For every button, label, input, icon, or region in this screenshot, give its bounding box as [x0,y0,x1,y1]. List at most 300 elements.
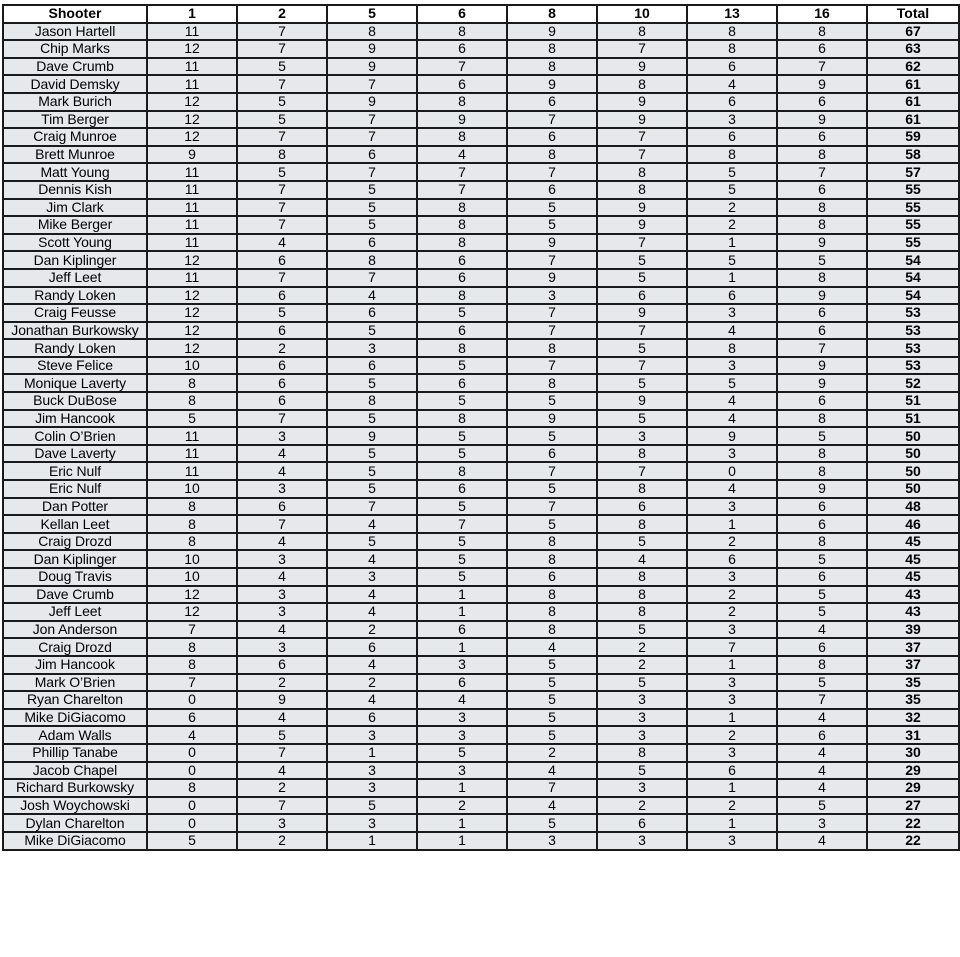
score-cell: 3 [507,832,597,850]
shooter-name-cell: Jason Hartell [3,23,147,41]
score-cell: 5 [237,58,327,76]
score-cell: 1 [327,832,417,850]
score-cell: 8 [147,392,237,410]
shooter-name-cell: Richard Burkowsky [3,779,147,797]
score-cell: 1 [687,515,777,533]
score-cell: 1 [417,603,507,621]
score-cell: 8 [417,287,507,305]
total-cell: 61 [867,75,959,93]
shooter-name-cell: Craig Munroe [3,128,147,146]
score-cell: 8 [777,410,867,428]
score-cell: 5 [147,410,237,428]
score-cell: 8 [147,498,237,516]
score-cell: 8 [597,515,687,533]
total-cell: 53 [867,322,959,340]
score-cell: 12 [147,339,237,357]
score-cell: 2 [687,199,777,217]
table-row [3,568,959,586]
shooter-name-cell: Mark Burich [3,93,147,111]
score-cell: 11 [147,75,237,93]
score-cell: 3 [327,779,417,797]
score-cell: 5 [327,445,417,463]
score-cell: 6 [777,181,867,199]
table-row [3,515,959,533]
score-cell: 7 [507,357,597,375]
score-cell: 5 [507,814,597,832]
score-cell: 7 [327,498,417,516]
score-cell: 6 [777,93,867,111]
score-cell: 8 [597,480,687,498]
score-cell: 12 [147,251,237,269]
score-cell: 6 [507,128,597,146]
score-cell: 8 [597,75,687,93]
shooter-name-cell: Kellan Leet [3,515,147,533]
score-cell: 6 [777,726,867,744]
total-cell: 31 [867,726,959,744]
score-cell: 4 [507,762,597,780]
score-cell: 7 [597,128,687,146]
score-cell: 6 [237,251,327,269]
score-cell: 7 [147,674,237,692]
table-row [3,374,959,392]
score-cell: 3 [687,744,777,762]
shooter-name-cell: Dave Crumb [3,58,147,76]
score-cell: 3 [237,603,327,621]
score-cell: 7 [777,163,867,181]
score-cell: 3 [687,111,777,129]
score-cell: 0 [147,691,237,709]
score-cell: 6 [417,621,507,639]
score-cell: 6 [327,357,417,375]
total-cell: 30 [867,744,959,762]
score-cell: 8 [507,533,597,551]
score-cell: 4 [687,75,777,93]
shooter-name-cell: Eric Nulf [3,480,147,498]
score-cell: 11 [147,234,237,252]
score-cell: 9 [507,269,597,287]
score-cell: 5 [597,674,687,692]
shooter-name-cell: Adam Walls [3,726,147,744]
score-cell: 4 [687,322,777,340]
score-cell: 9 [237,691,327,709]
table-row [3,357,959,375]
score-cell: 7 [237,269,327,287]
score-cell: 7 [327,269,417,287]
score-cell: 11 [147,445,237,463]
shooter-name-cell: Dylan Charelton [3,814,147,832]
score-cell: 12 [147,586,237,604]
score-cell: 4 [507,638,597,656]
shooter-name-cell: Dave Laverty [3,445,147,463]
score-cell: 7 [687,638,777,656]
total-cell: 53 [867,304,959,322]
score-cell: 8 [237,146,327,164]
score-cell: 7 [777,339,867,357]
total-cell: 54 [867,251,959,269]
shooter-name-cell: Josh Woychowski [3,797,147,815]
table-row [3,762,959,780]
score-cell: 8 [507,550,597,568]
shooter-name-cell: Craig Feusse [3,304,147,322]
score-cell: 1 [687,779,777,797]
score-cell: 3 [237,480,327,498]
score-cell: 12 [147,304,237,322]
table-row [3,234,959,252]
score-cell: 8 [147,515,237,533]
score-cell: 7 [327,75,417,93]
score-cell: 7 [597,146,687,164]
score-cell: 6 [777,638,867,656]
score-cell: 5 [507,427,597,445]
table-row [3,304,959,322]
score-cell: 3 [597,779,687,797]
score-cell: 8 [597,445,687,463]
score-cell: 3 [327,726,417,744]
total-cell: 50 [867,445,959,463]
score-cell: 1 [687,656,777,674]
shooter-name-cell: Eric Nulf [3,462,147,480]
score-cell: 2 [687,603,777,621]
shooter-name-cell: Jonathan Burkowsky [3,322,147,340]
shooter-name-cell: Jim Hancook [3,656,147,674]
score-cell: 3 [417,762,507,780]
score-cell: 11 [147,181,237,199]
score-cell: 7 [417,515,507,533]
score-cell: 7 [507,304,597,322]
score-cell: 8 [417,128,507,146]
shooter-name-cell: Jeff Leet [3,603,147,621]
score-cell: 8 [507,58,597,76]
shooter-name-cell: Mike DiGiacomo [3,709,147,727]
table-row [3,339,959,357]
score-cell: 5 [597,762,687,780]
shooter-name-cell: Jacob Chapel [3,762,147,780]
score-cell: 6 [327,638,417,656]
score-cell: 9 [777,75,867,93]
score-cell: 5 [507,726,597,744]
score-cell: 3 [237,550,327,568]
score-cell: 12 [147,40,237,58]
score-cell: 1 [417,779,507,797]
total-cell: 51 [867,410,959,428]
score-cell: 7 [237,128,327,146]
score-cell: 4 [237,621,327,639]
score-cell: 7 [237,515,327,533]
shooter-name-cell: Craig Drozd [3,638,147,656]
score-cell: 3 [777,814,867,832]
score-cell: 4 [327,691,417,709]
score-cell: 4 [147,726,237,744]
score-cell: 8 [687,40,777,58]
score-cell: 8 [417,93,507,111]
shooter-name-cell: Phillip Tanabe [3,744,147,762]
total-cell: 57 [867,163,959,181]
column-header-station: 13 [687,5,777,23]
shooter-name-cell: Colin O’Brien [3,427,147,445]
score-cell: 2 [687,726,777,744]
column-header-station: 6 [417,5,507,23]
total-cell: 22 [867,814,959,832]
score-cell: 5 [507,216,597,234]
score-cell: 6 [777,128,867,146]
table-row [3,427,959,445]
score-cell: 9 [417,111,507,129]
score-cell: 7 [237,181,327,199]
score-cell: 9 [777,111,867,129]
score-cell: 5 [777,586,867,604]
score-cell: 9 [687,427,777,445]
score-cell: 3 [237,638,327,656]
score-cell: 8 [147,374,237,392]
score-cell: 11 [147,58,237,76]
shooter-name-cell: Matt Young [3,163,147,181]
score-cell: 4 [687,480,777,498]
score-cell: 3 [417,726,507,744]
score-cell: 8 [507,146,597,164]
total-cell: 29 [867,762,959,780]
table-row [3,181,959,199]
score-cell: 8 [417,234,507,252]
score-cell: 8 [687,339,777,357]
total-cell: 55 [867,234,959,252]
score-cell: 6 [777,568,867,586]
score-cell: 5 [507,709,597,727]
score-cell: 7 [507,462,597,480]
total-cell: 55 [867,199,959,217]
score-cell: 3 [687,445,777,463]
score-cell: 4 [327,586,417,604]
score-cell: 2 [237,674,327,692]
shooter-name-cell: Chip Marks [3,40,147,58]
shooter-name-cell: Dan Kiplinger [3,251,147,269]
score-cell: 8 [777,462,867,480]
score-cell: 7 [597,357,687,375]
column-header-total: Total [867,5,959,23]
score-cell: 5 [237,304,327,322]
score-cell: 1 [417,832,507,850]
score-cell: 9 [777,287,867,305]
score-cell: 6 [237,392,327,410]
score-cell: 8 [147,656,237,674]
score-cell: 6 [777,515,867,533]
score-cell: 9 [777,234,867,252]
score-cell: 1 [327,744,417,762]
score-cell: 8 [417,462,507,480]
table-row [3,163,959,181]
score-cell: 5 [507,691,597,709]
score-cell: 5 [507,199,597,217]
total-cell: 32 [867,709,959,727]
score-cell: 7 [147,621,237,639]
score-cell: 8 [777,146,867,164]
score-cell: 6 [237,357,327,375]
score-cell: 7 [507,251,597,269]
score-cell: 7 [237,797,327,815]
score-cell: 5 [777,674,867,692]
score-cell: 5 [687,163,777,181]
total-cell: 53 [867,339,959,357]
total-cell: 37 [867,656,959,674]
shooter-name-cell: David Demsky [3,75,147,93]
total-cell: 22 [867,832,959,850]
score-cell: 2 [597,638,687,656]
score-cell: 8 [417,199,507,217]
score-cell: 9 [327,93,417,111]
score-cell: 5 [327,462,417,480]
score-cell: 4 [327,550,417,568]
score-cell: 5 [507,515,597,533]
score-cell: 6 [417,251,507,269]
score-cell: 2 [237,832,327,850]
score-cell: 9 [597,93,687,111]
score-cell: 4 [777,779,867,797]
score-cell: 6 [417,269,507,287]
table-row [3,744,959,762]
score-cell: 1 [687,269,777,287]
score-cell: 3 [687,357,777,375]
score-cell: 3 [417,656,507,674]
column-header-station: 2 [237,5,327,23]
table-row [3,674,959,692]
score-cell: 5 [417,568,507,586]
table-row [3,58,959,76]
shooter-name-cell: Randy Loken [3,339,147,357]
table-row [3,199,959,217]
score-cell: 6 [417,674,507,692]
shooter-name-cell: Jim Hancook [3,410,147,428]
column-header-station: 10 [597,5,687,23]
score-cell: 9 [327,40,417,58]
shooter-name-cell: Doug Travis [3,568,147,586]
score-cell: 12 [147,93,237,111]
total-cell: 37 [867,638,959,656]
score-cell: 2 [597,797,687,815]
score-cell: 3 [327,814,417,832]
score-cell: 6 [777,498,867,516]
score-cell: 5 [327,199,417,217]
score-cell: 2 [687,586,777,604]
table-row [3,709,959,727]
score-cell: 3 [597,709,687,727]
score-cell: 8 [597,23,687,41]
score-cell: 4 [327,515,417,533]
table-row [3,656,959,674]
score-cell: 4 [327,656,417,674]
score-cell: 8 [777,445,867,463]
shooter-name-cell: Brett Munroe [3,146,147,164]
score-cell: 4 [777,762,867,780]
total-cell: 39 [867,621,959,639]
score-cell: 4 [327,287,417,305]
score-cell: 9 [507,234,597,252]
score-cell: 9 [507,75,597,93]
score-cell: 4 [597,550,687,568]
shooter-name-cell: Jon Anderson [3,621,147,639]
score-cell: 8 [777,216,867,234]
score-cell: 5 [597,621,687,639]
score-cell: 3 [687,498,777,516]
table-row [3,586,959,604]
score-cell: 2 [327,674,417,692]
score-cell: 5 [777,550,867,568]
score-cell: 11 [147,462,237,480]
table-row [3,726,959,744]
shooter-name-cell: Scott Young [3,234,147,252]
table-row [3,550,959,568]
score-cell: 0 [687,462,777,480]
total-cell: 48 [867,498,959,516]
score-cell: 12 [147,128,237,146]
score-cell: 5 [507,480,597,498]
score-cell: 3 [687,674,777,692]
shooter-name-cell: Dave Crumb [3,586,147,604]
table-row [3,146,959,164]
table-row [3,128,959,146]
score-cell: 5 [777,797,867,815]
shooter-name-cell: Dan Potter [3,498,147,516]
score-cell: 2 [687,216,777,234]
score-cell: 5 [327,410,417,428]
score-cell: 5 [147,832,237,850]
shooter-name-cell: Monique Laverty [3,374,147,392]
table-header [3,5,959,23]
total-cell: 63 [867,40,959,58]
score-cell: 6 [507,181,597,199]
total-cell: 61 [867,111,959,129]
score-cell: 6 [237,287,327,305]
table-row [3,797,959,815]
score-cell: 5 [417,445,507,463]
score-cell: 3 [327,339,417,357]
shooter-name-cell: Buck DuBose [3,392,147,410]
score-cell: 9 [147,146,237,164]
score-cell: 3 [687,568,777,586]
score-cell: 7 [327,128,417,146]
score-cell: 3 [597,726,687,744]
shooter-name-cell: Ryan Charelton [3,691,147,709]
score-cell: 11 [147,163,237,181]
score-cell: 2 [237,779,327,797]
score-cell: 7 [507,779,597,797]
score-cell: 10 [147,550,237,568]
score-cell: 6 [777,40,867,58]
score-cell: 9 [597,199,687,217]
score-cell: 6 [237,498,327,516]
score-cell: 2 [687,797,777,815]
score-cell: 6 [687,762,777,780]
score-cell: 10 [147,480,237,498]
score-cell: 6 [687,93,777,111]
score-cell: 5 [327,322,417,340]
score-cell: 7 [237,199,327,217]
score-cell: 5 [417,744,507,762]
score-cell: 4 [237,568,327,586]
score-cell: 1 [417,638,507,656]
shooter-name-cell: Craig Drozd [3,533,147,551]
total-cell: 55 [867,216,959,234]
score-cell: 6 [687,128,777,146]
score-cell: 9 [327,58,417,76]
score-cell: 5 [417,498,507,516]
table-row [3,111,959,129]
score-cell: 2 [327,621,417,639]
score-cell: 3 [507,287,597,305]
table-row [3,814,959,832]
score-cell: 5 [327,374,417,392]
score-cell: 8 [597,181,687,199]
score-cell: 6 [417,480,507,498]
score-cell: 8 [327,23,417,41]
